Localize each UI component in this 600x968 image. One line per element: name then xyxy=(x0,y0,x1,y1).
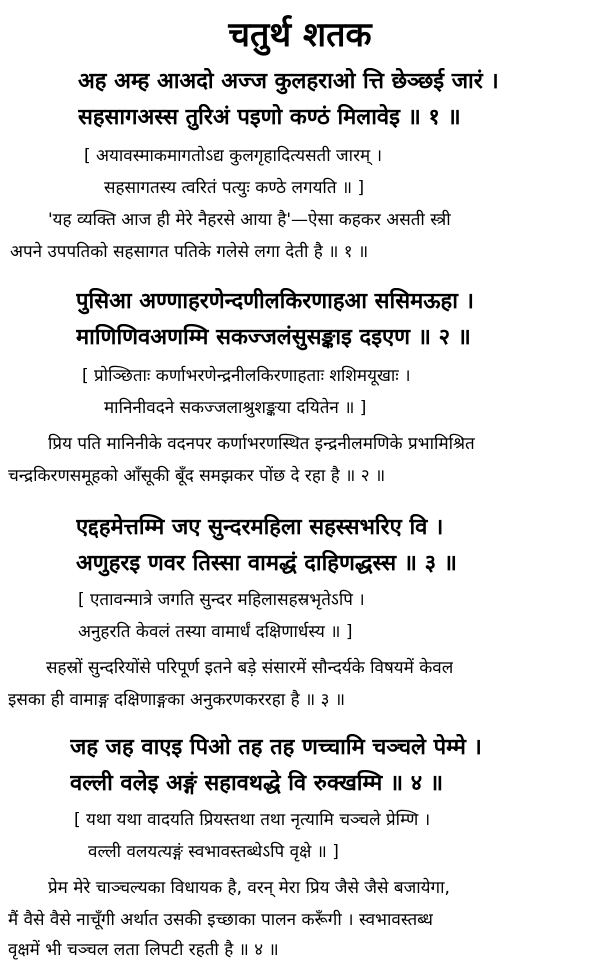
verse-3-hindi-line-1: सहस्रों सुन्दरियोंसे परिपूर्ण इतने बड़े संसारमें सौन्दर्यके विषयमें केवल xyxy=(46,658,454,678)
verse-1-sanskrit-line-2: सहसागतस्य त्वरितं पत्युः कण्ठे लगयति ॥ ] xyxy=(104,178,365,198)
verse-3-hindi-line-2: इसका ही वामाङ्ग दक्षिणाङ्गका अनुकरणकररहा है ॥ ३ ॥ xyxy=(8,690,346,710)
verse-4-prakrit-line-2: वल्ली वलेइ अङ्गं सहावथद्धे वि रुक्खम्मि ॥ ४ ॥ xyxy=(70,771,444,796)
verse-2-hindi-line-2: चन्द्रकिरणसमूहको आँसूकी बूँद समझकर पोंछ दे रहा है ॥ २ ॥ xyxy=(8,466,386,486)
verse-2-prakrit-line-1: पुसिआ अण्णाहरणेन्दणीलकिरणाहआ ससिमऊहा । xyxy=(76,289,474,314)
verse-1-prakrit-line-2: सहसागअस्स तुरिअं पइणो कण्ठं मिलावेइ ॥ १ ॥ xyxy=(78,105,461,130)
verse-2-sanskrit-line-2: मानिनीवदने सकज्जलाश्रुशङ्कया दयितेन ॥ ] xyxy=(104,398,367,418)
verse-4-sanskrit-line-2: वल्ली वलयत्यङ्गं स्वभावस्तब्धेऽपि वृक्षे ॥ ] xyxy=(88,842,339,862)
verse-1-sanskrit-line-1: [ अयावस्माकमागतोऽद्य कुलगृहादित्यसती जारम् । xyxy=(84,146,383,166)
verse-2-sanskrit-line-1: [ प्रोञ्छिताः कर्णाभरणेन्द्रनीलकिरणाहताः शशिमयूखाः । xyxy=(82,366,411,386)
verse-3-sanskrit-line-2: अनुहरति केवलं तस्या वामार्धं दक्षिणार्धस्य ॥ ] xyxy=(78,622,353,642)
verse-3-sanskrit-line-1: [ एतावन्मात्रे जगति सुन्दर महिलासहस्रभृतेऽपि । xyxy=(78,590,365,610)
verse-4-prakrit-line-1: जह जह वाएइ पिओ तह तह णच्चामि चञ्चले पेम्मे । xyxy=(70,735,482,760)
verse-2-prakrit-line-2: माणिणिवअणम्मि सकज्जलंसुसङ्काइ दइएण ॥ २ ॥ xyxy=(76,325,471,350)
verse-4-hindi-line-1: प्रेम मेरे चाञ्चल्यका विधायक है, वरन् मेरा प्रिय जैसे जैसे बजायेगा, xyxy=(48,878,450,898)
verse-1-hindi-line-2: अपने उपपतिको सहसागत पतिके गलेसे लगा देती है ॥ १ ॥ xyxy=(10,242,369,262)
verse-1-prakrit-line-1: अह अम्ह आअदो अज्ज कुलहराओ त्ति छेञ्छई जारं । xyxy=(78,69,499,94)
page-title: चतुर्थ शतक xyxy=(228,15,372,55)
verse-2-hindi-line-1: प्रिय पति मानिनीके वदनपर कर्णाभरणस्थित इन्द्रनीलमणिके प्रभामिश्रित xyxy=(48,434,475,454)
verse-4-sanskrit-line-1: [ यथा यथा वादयति प्रियस्तथा तथा नृत्यामि चञ्चले प्रेम्णि । xyxy=(74,810,431,830)
verse-3-prakrit-line-1: एद्दहमेत्तम्मि जए सुन्दरमहिला सहस्सभरिए वि । xyxy=(76,515,444,540)
verse-3-prakrit-line-2: अणुहरइ णवर तिस्सा वामद्धं दाहिणद्धस्स ॥ ३ ॥ xyxy=(76,551,457,576)
verse-4-hindi-line-2: मैं वैसे वैसे नाचूँगी अर्थात उसकी इच्छाका पालन करूँगी । स्वभावस्तब्ध xyxy=(8,910,433,930)
verse-4-hindi-line-3: वृक्षमें भी चञ्चल लता लिपटी रहती है ॥ ४ ॥ xyxy=(8,940,279,960)
verse-1-hindi-line-1: 'यह व्यक्ति आज ही मेरे नैहरसे आया है'—ऐसा कहकर असती स्त्री xyxy=(48,210,451,230)
